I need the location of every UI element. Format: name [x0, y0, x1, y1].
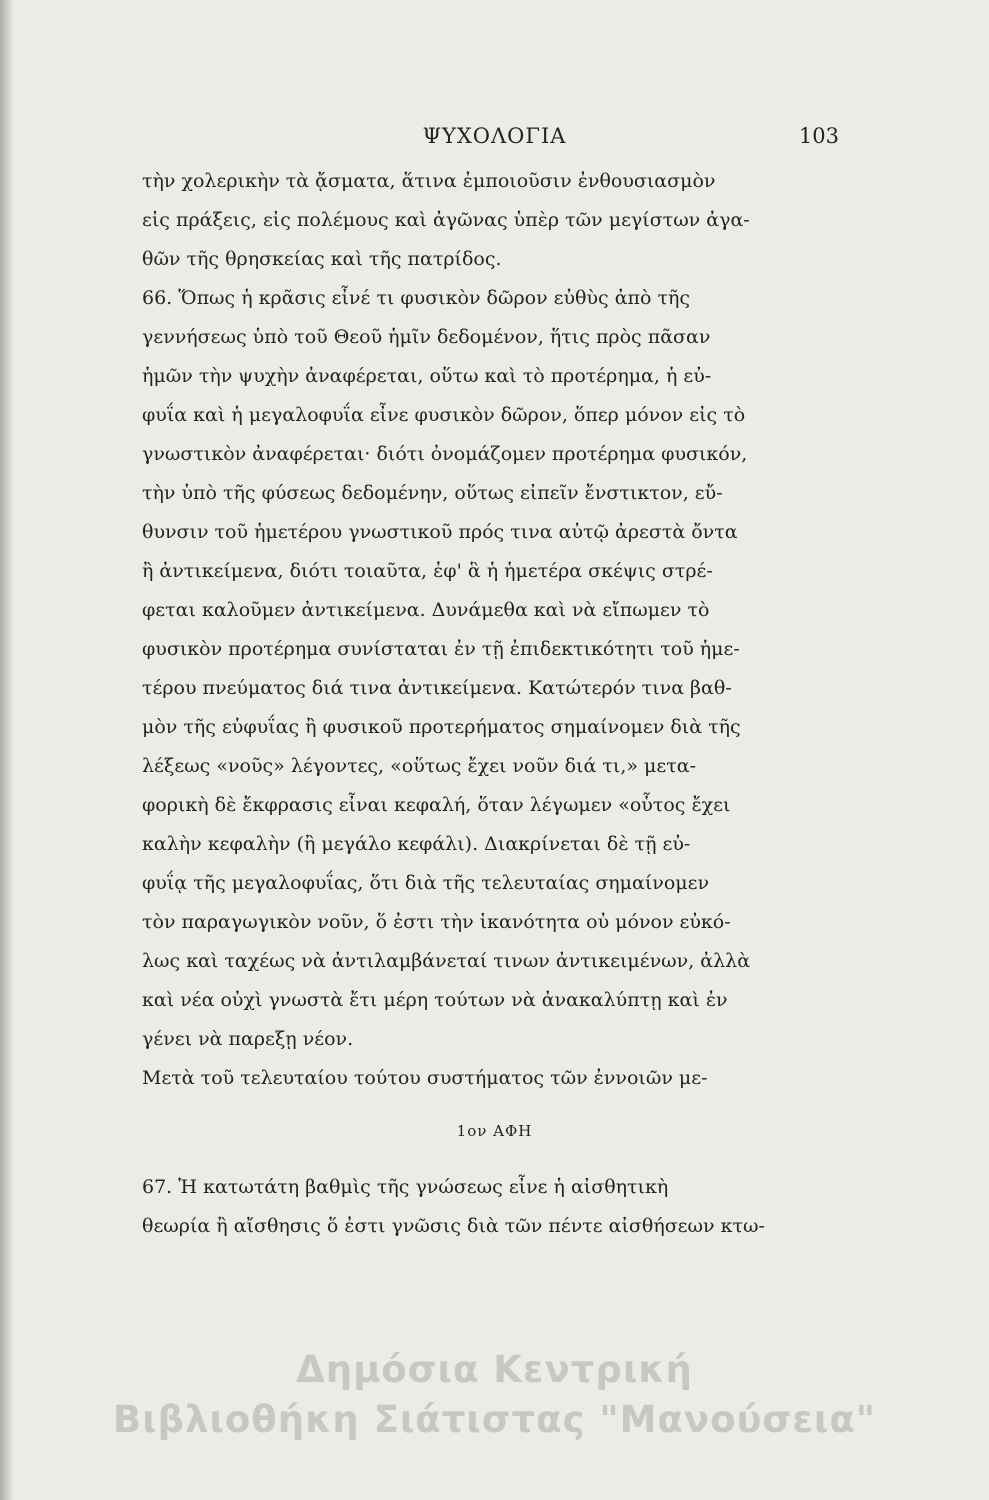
- text-line: εἰς πράξεις, εἰς πολέμους καὶ ἀγῶνας ὑπὲρ τῶν μεγίστων ἀγα-: [142, 209, 750, 231]
- text-line: τὸν παραγωγικὸν νοῦν, ὅ ἐστι τὴν ἱκανότητα οὐ μόνον εὐκό-: [142, 911, 731, 933]
- text-line: γεννήσεως ὑπὸ τοῦ Θεοῦ ἡμῖν δεδομένον, ἥτις πρὸς πᾶσαν: [142, 326, 711, 348]
- running-header-title: ΨΥΧΟΛΟΓΙΑ: [422, 124, 567, 148]
- page-edge-shadow: [0, 0, 14, 1500]
- text-line: θεωρία ἢ αἴσθησις ὅ ἐστι γνῶσις διὰ τῶν πέντε αἰσθήσεων κτω-: [142, 1215, 765, 1237]
- text-line: θυνσιν τοῦ ἡμετέρου γνωστικοῦ πρός τινα αὐτῷ ἀρεστὰ ὄντα: [142, 521, 738, 543]
- text-line: καλὴν κεφαλὴν (ἢ μεγάλο κεφάλι). Διακρίνεται δὲ τῇ εὐ-: [142, 833, 691, 855]
- text-line: ἡμῶν τὴν ψυχὴν ἀναφέρεται, οὕτω καὶ τὸ προτέρημα, ἡ εὐ-: [142, 365, 712, 387]
- text-line: φορικὴ δὲ ἔκφρασις εἶναι κεφαλή, ὅταν λέγωμεν «οὗτος ἔχει: [142, 794, 731, 816]
- text-line: 67. Ἡ κατωτάτη βαθμὶς τῆς γνώσεως εἶνε ἡ αἰσθητικὴ: [142, 1176, 669, 1198]
- text-line: μὸν τῆς εὐφυΐας ἢ φυσικοῦ προτερήματος σημαίνομεν διὰ τῆς: [142, 716, 741, 738]
- page-number: 103: [798, 124, 839, 148]
- text-line: φυΐα καὶ ἡ μεγαλοφυΐα εἶνε φυσικὸν δῶρον, ὅπερ μόνον εἰς τὸ: [142, 404, 746, 426]
- text-line: γνωστικὸν ἀναφέρεται· διότι ὀνομάζομεν προτέρημα φυσικόν,: [142, 443, 748, 465]
- text-line: θῶν τῆς θρησκείας καὶ τῆς πατρίδος.: [142, 248, 502, 270]
- text-line: καὶ νέα οὐχὶ γνωστὰ ἔτι μέρη τούτων νὰ ἀνακαλύπτῃ καὶ ἐν: [142, 989, 728, 1011]
- library-watermark-line-2: Βιβλιοθήκη Σιάτιστας "Μανούσεια": [112, 1398, 877, 1441]
- text-line: τέρου πνεύματος διά τινα ἀντικείμενα. Κατώτερόν τινα βαθ-: [142, 677, 732, 699]
- text-line: λέξεως «νοῦς» λέγοντες, «οὕτως ἔχει νοῦν διά τι,» μετα-: [142, 755, 696, 777]
- text-line: λως καὶ ταχέως νὰ ἀντιλαμβάνεταί τινων ἀντικειμένων, ἀλλὰ: [142, 950, 751, 972]
- text-line: φεται καλοῦμεν ἀντικείμενα. Δυνάμεθα καὶ νὰ εἴπωμεν τὸ: [142, 599, 710, 621]
- section-heading: 1ον ΑΦΗ: [456, 1122, 533, 1140]
- text-line: τὴν ὑπὸ τῆς φύσεως δεδομένην, οὕτως εἰπεῖν ἔνστικτον, εὔ-: [142, 482, 723, 504]
- text-line: φυσικὸν προτέρημα συνίσταται ἐν τῇ ἐπιδεκτικότητι τοῦ ἡμε-: [142, 638, 740, 660]
- text-line: γένει νὰ παρεξῃ νέον.: [142, 1028, 354, 1050]
- text-line: 66. Ὅπως ἡ κρᾶσις εἶνέ τι φυσικὸν δῶρον εὐθὺς ἀπὸ τῆς: [142, 287, 691, 309]
- text-line: φυΐᾳ τῆς μεγαλοφυΐας, ὅτι διὰ τῆς τελευταίας σημαίνομεν: [142, 872, 710, 894]
- text-line: τὴν χολερικὴν τὰ ᾄσματα, ἅτινα ἐμποιοῦσιν ἐνθουσιασμὸν: [142, 170, 716, 192]
- text-line: ἢ ἀντικείμενα, διότι τοιαῦτα, ἐφ' ἃ ἡ ἡμετέρα σκέψις στρέ-: [142, 560, 713, 582]
- text-line: Μετὰ τοῦ τελευταίου τούτου συστήματος τῶν ἐννοιῶν με-: [142, 1067, 708, 1089]
- library-watermark-line-1: Δημόσια Κεντρική: [296, 1348, 693, 1391]
